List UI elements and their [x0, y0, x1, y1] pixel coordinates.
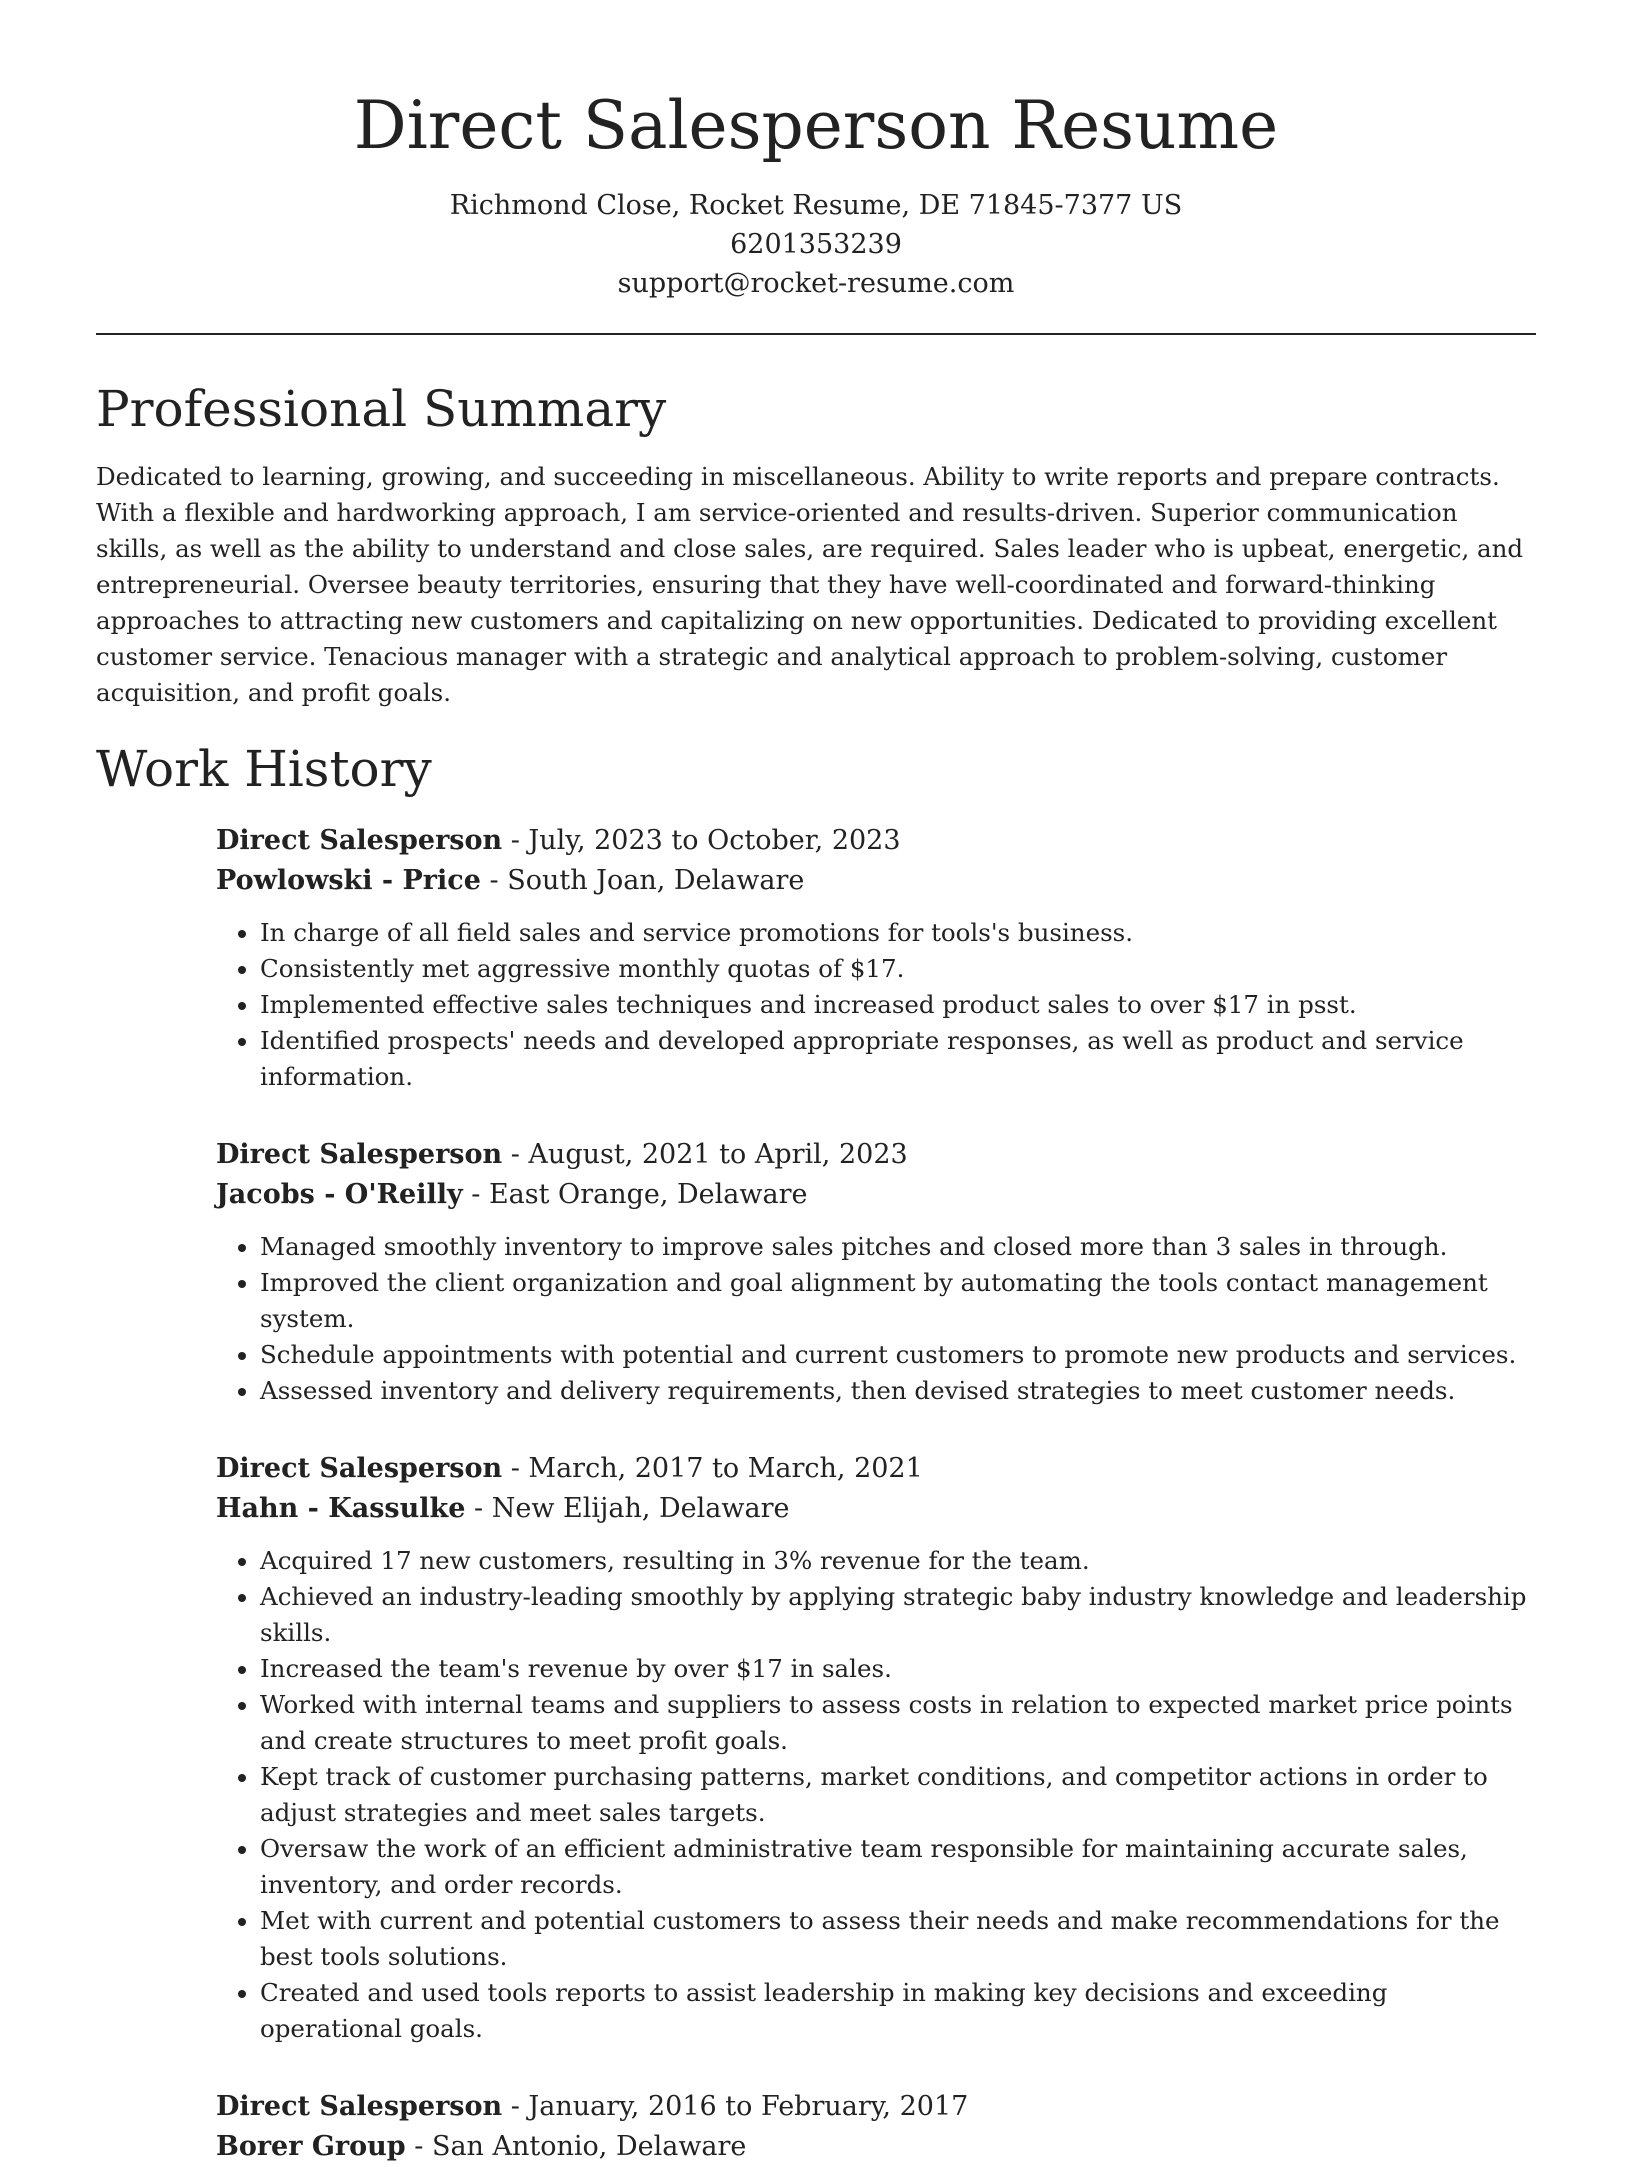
job-company-line — [216, 1489, 1536, 1529]
job-location: - South Joan, Delaware — [480, 865, 805, 896]
summary-heading: Professional Summary — [96, 380, 667, 438]
list-item: • Achieved an industry-leading smoothly by applying strategic baby industry knowledge and leadership skills. — [260, 1579, 1536, 1651]
job-title-line — [216, 1135, 1536, 1175]
list-item: • Consistently met aggressive monthly quotas of $17. — [260, 951, 1536, 987]
list-item: • Acquired 17 new customers, resulting in 3% revenue for the team. — [260, 1543, 1536, 1579]
list-item: • Schedule appointments with potential and current customers to promote new products and services. — [260, 1337, 1536, 1373]
list-item: • Implemented effective sales techniques and increased product sales to over $17 in psst. — [260, 987, 1536, 1023]
job-bullets — [216, 915, 1536, 1095]
job-company-line — [216, 1175, 1536, 1215]
list-item: • Created and used tools reports to assist leadership in making key decisions and exceeding operational goals. — [260, 1975, 1536, 2047]
email: support@rocket-resume.com — [617, 268, 1015, 299]
summary-text: Dedicated to learning, growing, and succeeding in miscellaneous. Ability to write reports and prepare contracts. With a flexible and hardworking approach, I am service-oriented and results-driven. Superior communication skills, as well as the ability to understand and close sales, are required. Sales leader who is upbeat, energetic, and entrepreneurial. Oversee beauty territories, ensuring that they have well-coordinated and forward-thinking approaches to attracting new customers and capitalizing on new opportunities. Dedicated to providing excellent customer service. Tenacious manager with a strategic and analytical approach to problem-solving, customer acquisition, and profit goals. — [96, 462, 1524, 707]
resume-header — [96, 0, 1536, 303]
job-dates: - March, 2017 to March, 2021 — [502, 1453, 923, 1484]
contact-info — [96, 186, 1536, 303]
job-title-line — [216, 1449, 1536, 1489]
job-company: Powlowski - Price — [216, 865, 481, 896]
list-item: • Worked with internal teams and suppliers to assess costs in relation to expected market price points and create structures to meet profit goals. — [260, 1687, 1536, 1759]
job-company: Borer Group — [216, 2131, 406, 2162]
job-title-line — [216, 821, 1536, 861]
list-item: • Met with current and potential customers to assess their needs and make recommendations for the best tools solutions. — [260, 1903, 1536, 1975]
list-item: • Increased the team's revenue by over $17 in sales. — [260, 1651, 1536, 1687]
list-item: • Assessed inventory and delivery requirements, then devised strategies to meet customer needs. — [260, 1373, 1536, 1409]
job-dates: - January, 2016 to February, 2017 — [502, 2091, 969, 2122]
job-company-line — [216, 2127, 1536, 2167]
job-bullets — [216, 1543, 1536, 2047]
job-entry — [216, 1449, 1536, 2047]
job-company-line — [216, 861, 1536, 901]
job-entry — [216, 821, 1536, 1095]
job-bullets — [216, 1229, 1536, 1409]
list-item: • Managed smoothly inventory to improve sales pitches and closed more than 3 sales in through. — [260, 1229, 1536, 1265]
work-history-list — [216, 821, 1536, 2167]
list-item: • Improved the client organization and goal alignment by automating the tools contact management system. — [260, 1265, 1536, 1337]
job-entry — [216, 1135, 1536, 1409]
page-title: Direct Salesperson Resume — [353, 87, 1279, 164]
job-role: Direct Salesperson — [216, 1139, 503, 1170]
job-location: - New Elijah, Delaware — [465, 1493, 790, 1524]
work-history-heading: Work History — [96, 740, 432, 798]
job-company: Jacobs - O'Reilly — [216, 1179, 463, 1210]
job-role: Direct Salesperson — [216, 2091, 503, 2122]
list-item: • Oversaw the work of an efficient administrative team responsible for maintaining accurate sales, inventory, and order records. — [260, 1831, 1536, 1903]
list-item: • Identified prospects' needs and developed appropriate responses, as well as product and service information. — [260, 1023, 1536, 1095]
list-item: • Kept track of customer purchasing patterns, market conditions, and competitor actions in order to adjust strategies and meet sales targets. — [260, 1759, 1536, 1831]
job-role: Direct Salesperson — [216, 1453, 503, 1484]
job-dates: - July, 2023 to October, 2023 — [502, 825, 901, 856]
job-location: - East Orange, Delaware — [462, 1179, 808, 1210]
job-role: Direct Salesperson — [216, 825, 503, 856]
job-company: Hahn - Kassulke — [216, 1493, 466, 1524]
job-entry — [216, 2087, 1536, 2167]
job-location: - San Antonio, Delaware — [405, 2131, 747, 2162]
header-divider — [96, 333, 1536, 335]
job-dates: - August, 2021 to April, 2023 — [502, 1139, 908, 1170]
list-item: • In charge of all field sales and service promotions for tools's business. — [260, 915, 1536, 951]
job-title-line — [216, 2087, 1536, 2127]
phone: 6201353239 — [730, 229, 902, 260]
address: Richmond Close, Rocket Resume, DE 71845-7377 US — [449, 190, 1183, 221]
